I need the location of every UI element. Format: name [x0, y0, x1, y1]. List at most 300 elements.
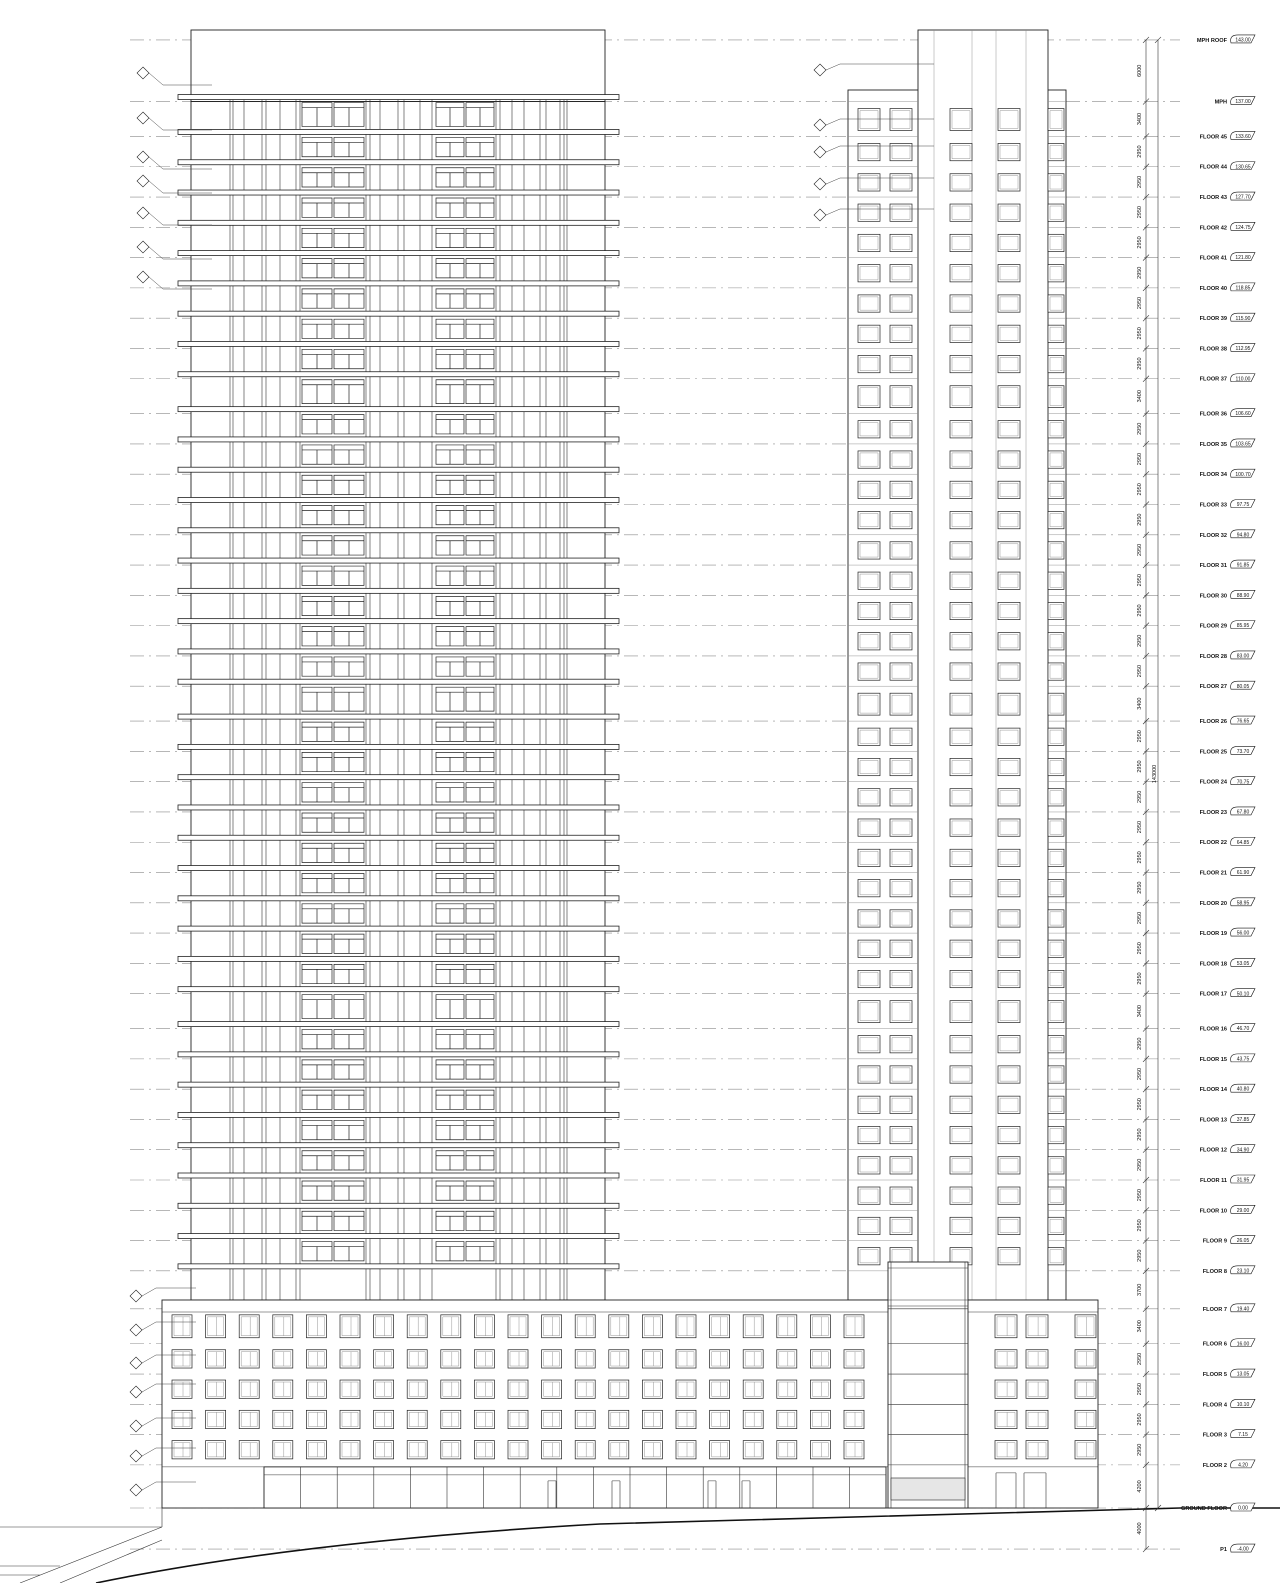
- level-marker: [1200, 1114, 1255, 1123]
- window: [844, 1380, 864, 1398]
- balcony-slab: [178, 1052, 619, 1057]
- balcony-slab: [178, 1022, 619, 1027]
- window: [998, 265, 1020, 282]
- window: [609, 1315, 629, 1338]
- window: [1048, 1126, 1064, 1143]
- window: [239, 1350, 259, 1368]
- dimension-string: [1137, 37, 1161, 1552]
- level-marker: [1200, 313, 1255, 322]
- window: [306, 1410, 326, 1428]
- level-name: FLOOR 9: [1202, 1238, 1227, 1245]
- window: [998, 1157, 1020, 1174]
- window: [441, 1410, 461, 1428]
- balcony-slab: [178, 407, 619, 412]
- window: [239, 1315, 259, 1338]
- window: [1048, 728, 1064, 745]
- window: [890, 234, 912, 251]
- balcony-slab: [178, 497, 619, 502]
- dimension-value: 2950: [1137, 422, 1143, 435]
- dimension-value: 2950: [1137, 1413, 1143, 1426]
- window: [858, 542, 880, 559]
- dimension-value: 2950: [1137, 1098, 1143, 1111]
- level-elevation: 56.00: [1236, 930, 1250, 937]
- level-name: FLOOR 5: [1202, 1372, 1227, 1379]
- window: [998, 1066, 1020, 1083]
- level-elevation: 137.00: [1235, 99, 1251, 106]
- level-name: FLOOR 11: [1199, 1178, 1227, 1185]
- window: [1048, 1157, 1064, 1174]
- window: [1026, 1410, 1048, 1428]
- window: [844, 1350, 864, 1368]
- window: [441, 1315, 461, 1338]
- window: [642, 1410, 662, 1428]
- window: [998, 295, 1020, 312]
- window: [890, 542, 912, 559]
- tag-diamond: [137, 271, 149, 283]
- window: [950, 693, 972, 715]
- dimension-value: 3400: [1137, 1320, 1143, 1333]
- window: [858, 910, 880, 927]
- window: [1048, 693, 1064, 715]
- window: [995, 1380, 1017, 1398]
- level-name: P1: [1220, 1547, 1227, 1554]
- level-elevation: 46.70: [1236, 1026, 1250, 1033]
- level-name: FLOOR 27: [1199, 684, 1227, 691]
- window: [998, 204, 1020, 221]
- window: [441, 1350, 461, 1368]
- level-marker: [1200, 621, 1255, 630]
- level-name: FLOOR 25: [1199, 749, 1227, 756]
- window: [998, 602, 1020, 619]
- dimension-value: 2950: [1137, 1189, 1143, 1202]
- tag-diamond: [814, 119, 826, 131]
- dimension-value: 2950: [1137, 266, 1143, 279]
- level-elevation: 91.85: [1236, 562, 1250, 569]
- window: [374, 1350, 394, 1368]
- window: [858, 693, 880, 715]
- window: [950, 143, 972, 160]
- window: [239, 1380, 259, 1398]
- level-elevation: 100.70: [1235, 471, 1251, 478]
- window: [858, 663, 880, 680]
- tag-diamond: [130, 1484, 142, 1496]
- mechanical-penthouse: [191, 30, 605, 102]
- level-name: FLOOR 28: [1199, 653, 1227, 660]
- level-marker: [1200, 253, 1255, 262]
- tag-diamond: [130, 1420, 142, 1432]
- window: [998, 143, 1020, 160]
- dimension-value: 2950: [1137, 574, 1143, 587]
- dimension-value: 2950: [1137, 1128, 1143, 1141]
- window: [1048, 174, 1064, 191]
- window: [239, 1441, 259, 1459]
- dimension-value: 2950: [1137, 513, 1143, 526]
- level-elevation: 23.10: [1236, 1268, 1250, 1275]
- level-elevation: 58.95: [1236, 900, 1250, 907]
- window: [810, 1315, 830, 1338]
- grade-line: [96, 1505, 1280, 1583]
- level-name: FLOOR 26: [1199, 719, 1227, 726]
- level-name: FLOOR 23: [1199, 809, 1227, 816]
- tag-diamond: [137, 67, 149, 79]
- balcony-slab: [178, 467, 619, 472]
- window: [777, 1441, 797, 1459]
- window: [890, 325, 912, 342]
- level-marker: [1203, 1460, 1255, 1469]
- window: [950, 663, 972, 680]
- window: [810, 1350, 830, 1368]
- window: [206, 1350, 226, 1368]
- level-marker: [1200, 958, 1255, 967]
- window: [950, 265, 972, 282]
- window: [890, 1001, 912, 1023]
- window: [858, 109, 880, 131]
- window: [858, 1248, 880, 1265]
- dimension-value: 3700: [1137, 1283, 1143, 1296]
- window: [998, 633, 1020, 650]
- window: [890, 1187, 912, 1204]
- window: [508, 1380, 528, 1398]
- glazed-lobby: [888, 1262, 968, 1508]
- level-name: FLOOR 10: [1199, 1208, 1227, 1215]
- window: [998, 1248, 1020, 1265]
- window: [374, 1315, 394, 1338]
- window: [950, 325, 972, 342]
- level-name: FLOOR 7: [1202, 1306, 1227, 1313]
- balcony-slab: [178, 679, 619, 684]
- window: [858, 386, 880, 408]
- window: [858, 789, 880, 806]
- balcony-slab: [178, 558, 619, 563]
- window: [858, 758, 880, 775]
- window: [542, 1380, 562, 1398]
- dimension-value: 6000: [1137, 64, 1143, 77]
- window: [508, 1315, 528, 1338]
- level-name: FLOOR 42: [1199, 225, 1227, 232]
- window: [777, 1350, 797, 1368]
- window: [890, 693, 912, 715]
- window: [441, 1380, 461, 1398]
- tag-diamond: [814, 146, 826, 158]
- window: [1048, 849, 1064, 866]
- window: [890, 1217, 912, 1234]
- window: [950, 1096, 972, 1113]
- window: [950, 572, 972, 589]
- window: [844, 1315, 864, 1338]
- window: [858, 234, 880, 251]
- balcony-slab: [178, 437, 619, 442]
- window: [1048, 481, 1064, 498]
- window: [890, 572, 912, 589]
- level-name: GROUND FLOOR: [1181, 1506, 1227, 1512]
- level-marker: [1200, 651, 1255, 660]
- window: [998, 325, 1020, 342]
- balcony-slab: [178, 956, 619, 961]
- level-name: FLOOR 12: [1199, 1147, 1227, 1154]
- storefront: [264, 1467, 886, 1508]
- balcony-slab: [178, 744, 619, 749]
- tag-diamond: [130, 1450, 142, 1462]
- window: [407, 1315, 427, 1338]
- window: [810, 1380, 830, 1398]
- tag-diamond: [814, 209, 826, 221]
- level-name: FLOOR 13: [1199, 1117, 1227, 1124]
- level-elevation: 130.65: [1235, 164, 1251, 171]
- level-elevation: 80.05: [1236, 683, 1250, 690]
- tag-diamond: [137, 207, 149, 219]
- window: [575, 1380, 595, 1398]
- window: [1048, 1187, 1064, 1204]
- window: [273, 1350, 293, 1368]
- window: [858, 880, 880, 897]
- window: [609, 1410, 629, 1428]
- window: [844, 1441, 864, 1459]
- level-marker: [1200, 837, 1255, 846]
- window: [950, 728, 972, 745]
- window: [710, 1441, 730, 1459]
- window: [995, 1441, 1017, 1459]
- window: [858, 1157, 880, 1174]
- tower-a: [178, 30, 619, 1300]
- window: [858, 265, 880, 282]
- tag-diamond: [137, 175, 149, 187]
- window: [998, 970, 1020, 987]
- level-elevation: 40.80: [1236, 1086, 1250, 1093]
- window: [890, 728, 912, 745]
- level-name: FLOOR 17: [1199, 991, 1227, 998]
- window: [998, 481, 1020, 498]
- window: [998, 451, 1020, 468]
- level-name: FLOOR 43: [1199, 195, 1227, 202]
- window: [306, 1380, 326, 1398]
- window: [575, 1350, 595, 1368]
- level-elevation: 61.90: [1236, 870, 1250, 877]
- balcony-slab: [178, 1203, 619, 1208]
- window: [998, 109, 1020, 131]
- level-marker: [1203, 1399, 1255, 1408]
- window: [474, 1315, 494, 1338]
- balcony-slab: [178, 1264, 619, 1269]
- window: [998, 386, 1020, 408]
- dimension-value: 2950: [1137, 604, 1143, 617]
- window: [890, 204, 912, 221]
- level-name: FLOOR 3: [1202, 1432, 1227, 1439]
- window: [710, 1410, 730, 1428]
- level-elevation: 110.00: [1235, 376, 1251, 383]
- window: [950, 758, 972, 775]
- window: [1075, 1350, 1096, 1368]
- window: [890, 880, 912, 897]
- window: [890, 386, 912, 408]
- level-marker: [1200, 409, 1255, 418]
- lobby-entrance: [891, 1478, 965, 1500]
- dimension-value: 2950: [1137, 1249, 1143, 1262]
- level-name: FLOOR 40: [1199, 285, 1227, 292]
- level-name: FLOOR 18: [1199, 961, 1227, 968]
- window: [890, 265, 912, 282]
- tower-b: [848, 30, 1066, 1300]
- window: [1048, 109, 1064, 131]
- window: [575, 1410, 595, 1428]
- balcony-slab: [178, 588, 619, 593]
- window: [508, 1441, 528, 1459]
- window: [858, 819, 880, 836]
- window: [890, 849, 912, 866]
- window: [642, 1350, 662, 1368]
- level-elevation: 88.90: [1236, 592, 1250, 599]
- window: [474, 1410, 494, 1428]
- level-elevation: 76.65: [1236, 718, 1250, 725]
- window: [1048, 265, 1064, 282]
- window: [542, 1441, 562, 1459]
- dimension-value: 2950: [1137, 911, 1143, 925]
- tag-diamond: [137, 241, 149, 253]
- balcony-slab: [178, 1082, 619, 1087]
- window: [998, 1001, 1020, 1023]
- window: [1075, 1315, 1096, 1338]
- window: [998, 542, 1020, 559]
- window: [950, 1187, 972, 1204]
- dimension-value: 2950: [1137, 1158, 1143, 1171]
- level-elevation: 85.95: [1236, 623, 1250, 630]
- window: [858, 204, 880, 221]
- level-elevation: 127.70: [1235, 194, 1251, 201]
- window: [998, 693, 1020, 715]
- dimension-value: 2950: [1137, 1037, 1143, 1050]
- tag-diamond: [814, 64, 826, 76]
- balcony-slab: [178, 129, 619, 134]
- window: [676, 1350, 696, 1368]
- level-name: FLOOR 16: [1199, 1026, 1227, 1033]
- balcony-slab: [178, 95, 619, 100]
- level-marker: [1200, 1054, 1255, 1063]
- window: [777, 1380, 797, 1398]
- level-elevation: 13.05: [1236, 1371, 1250, 1378]
- window: [1075, 1380, 1096, 1398]
- level-marker: [1203, 1369, 1255, 1378]
- level-marker: [1220, 1544, 1255, 1553]
- window: [1048, 1096, 1064, 1113]
- balcony-slab: [178, 987, 619, 992]
- window: [1048, 1001, 1064, 1023]
- window: [407, 1380, 427, 1398]
- window: [890, 511, 912, 528]
- window: [950, 1217, 972, 1234]
- dimension-value: 2950: [1137, 942, 1143, 955]
- level-marker: [1181, 1503, 1255, 1512]
- window: [890, 789, 912, 806]
- window: [998, 355, 1020, 372]
- window: [998, 1187, 1020, 1204]
- window: [858, 421, 880, 438]
- window: [950, 1001, 972, 1023]
- window: [890, 910, 912, 927]
- window: [777, 1315, 797, 1338]
- window: [858, 849, 880, 866]
- balcony-slab: [178, 341, 619, 346]
- tag-diamond: [137, 151, 149, 163]
- level-marker: [1200, 681, 1255, 690]
- window: [1048, 970, 1064, 987]
- window: [950, 1066, 972, 1083]
- tag-diamond: [130, 1290, 142, 1302]
- level-marker: [1200, 131, 1255, 140]
- window: [542, 1410, 562, 1428]
- window: [1048, 204, 1064, 221]
- window: [950, 940, 972, 957]
- window: [474, 1350, 494, 1368]
- window: [575, 1315, 595, 1338]
- window: [890, 940, 912, 957]
- window: [890, 451, 912, 468]
- window: [950, 386, 972, 408]
- level-marker: [1200, 898, 1255, 907]
- window: [340, 1380, 360, 1398]
- site-stair: [0, 1508, 162, 1583]
- window: [950, 451, 972, 468]
- level-marker: [1203, 1236, 1255, 1245]
- window: [998, 1126, 1020, 1143]
- window: [890, 174, 912, 191]
- level-marker: [1215, 97, 1255, 106]
- window: [407, 1350, 427, 1368]
- window: [995, 1315, 1017, 1338]
- level-labels: [1181, 35, 1255, 1553]
- tag-diamond: [130, 1324, 142, 1336]
- level-name: FLOOR 35: [1199, 441, 1227, 448]
- window: [890, 355, 912, 372]
- window: [950, 789, 972, 806]
- level-marker: [1197, 35, 1255, 44]
- balcony-slab: [178, 775, 619, 780]
- level-name: FLOOR 33: [1199, 502, 1227, 509]
- level-elevation: 37.85: [1236, 1117, 1250, 1124]
- level-marker: [1200, 1205, 1255, 1214]
- window: [890, 970, 912, 987]
- window: [1048, 542, 1064, 559]
- level-elevation: 106.60: [1235, 411, 1251, 418]
- level-elevation: 50.10: [1236, 991, 1250, 998]
- window: [950, 109, 972, 131]
- window: [995, 1350, 1017, 1368]
- window: [998, 1036, 1020, 1053]
- level-marker: [1200, 343, 1255, 352]
- level-elevation: 29.00: [1236, 1207, 1250, 1214]
- window: [710, 1380, 730, 1398]
- window: [998, 421, 1020, 438]
- window: [1048, 789, 1064, 806]
- balcony-slab: [178, 649, 619, 654]
- balcony-slab: [178, 1173, 619, 1178]
- window: [950, 1126, 972, 1143]
- window: [508, 1350, 528, 1368]
- balcony-slab: [178, 220, 619, 225]
- window: [542, 1315, 562, 1338]
- window: [950, 511, 972, 528]
- dimension-value: 2950: [1137, 327, 1143, 340]
- window: [374, 1441, 394, 1459]
- window: [950, 542, 972, 559]
- window: [743, 1441, 763, 1459]
- window: [609, 1350, 629, 1368]
- level-elevation: 103.65: [1235, 441, 1251, 448]
- dimension-value: 2950: [1137, 1219, 1143, 1232]
- window: [998, 940, 1020, 957]
- window: [710, 1350, 730, 1368]
- window: [950, 970, 972, 987]
- window: [995, 1410, 1017, 1428]
- window: [575, 1441, 595, 1459]
